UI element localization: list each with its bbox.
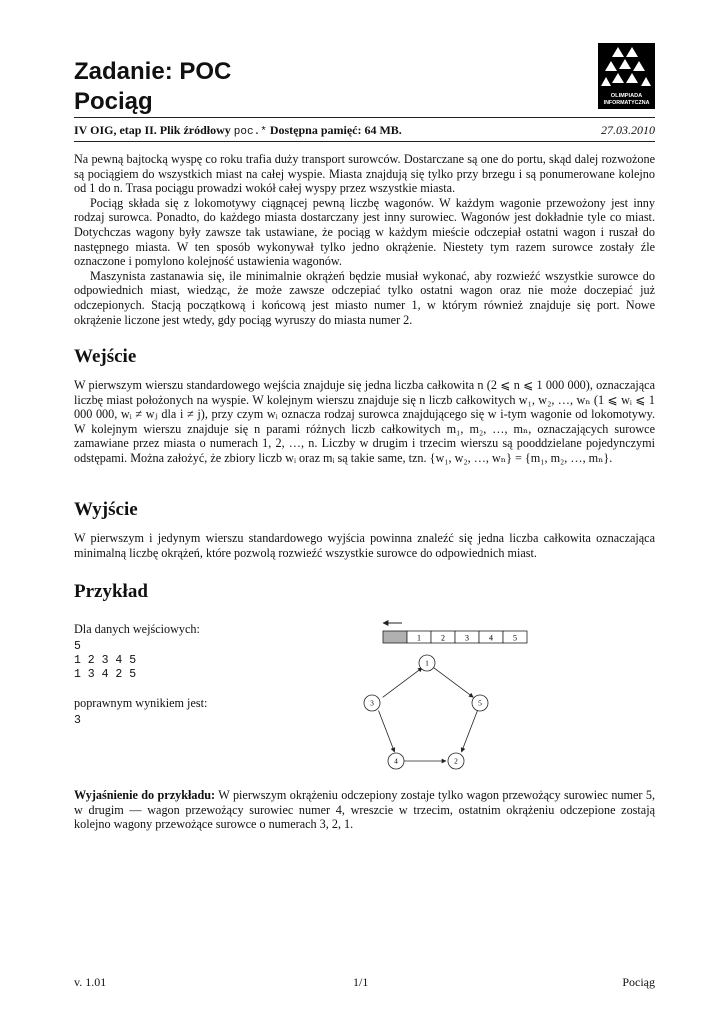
wagon-label: 2: [441, 633, 445, 643]
story-paragraph-1: Na pewną bajtocką wyspę co roku trafia duży transport surowców. Dostarczane są one do portu, skąd dalej rozwożone są pociągiem do wszystkich miast na całej wyspie. Miasta znajdują się tylko przy brzegu i są ponumerowane kolejno od 1 do n. Trasa pociągu prowadzi wokół całej wyspy przez wszystkie miasta.: [74, 152, 655, 196]
output-description: W pierwszym i jedynym wierszu standardowego wyjścia powinna znaleźć się jedna liczba całkowita oznaczająca minimalną liczbę okrążeń, które pozwolą rozwieźć wszystkie surowce do odpowiednich miast.: [74, 531, 655, 560]
wagons: [407, 631, 527, 643]
wagon-label: 4: [489, 633, 493, 643]
city-label: 2: [454, 756, 458, 766]
explanation-label: Wyjaśnienie do przykładu:: [74, 788, 216, 802]
example-heading: Przykład: [74, 581, 148, 602]
city-label: 3: [370, 698, 374, 708]
example-input-line: 1 3 4 2 5: [74, 668, 137, 681]
title-line-2: Pociąg: [74, 88, 153, 115]
title-line-1: Zadanie: POC: [74, 58, 232, 85]
input-description: W pierwszym wierszu standardowego wejścia znajduje się jedna liczba całkowita n (2 ⩽ n ⩽ 1 000 000), oznaczająca liczbę miast położonych na wyspie. W kolejnym wierszu znajduje się n liczb całkowitych w₁, w₂, …, wₙ (1 ⩽ wᵢ ⩽ 1 000 000, wᵢ ≠ wⱼ dla i ≠ j), przy czym wᵢ oznacza rodzaj surowca znajdującego się w i-tym wagonie od lokomotywy. W kolejnym wierszu znajduje się n parami różnych liczb całkowitych m₁, m₂, …, mₙ, oznaczających surowce zamawiane przez miasta o numerach 1, 2, …, n. Liczby w drugim i trzecim wierszu są pooddzielane pojedynczymi odstępami. Można założyć, że zbiory liczb wᵢ oraz mᵢ są takie same, tzn. {w₁, w₂, …, wₙ} = {m₁, m₂, …, mₙ}.: [74, 378, 655, 465]
explanation-text: W pierwszym okrążeniu odczepiony zostaje tylko wagon przewożący surowiec numer 5, w drugim — wagon przewożący surowiec numer 4, wreszcie w trzecim, ostatnim okrążeniu odczepione zostają kolejno wagony przewożące surowce o numerach 3, 2, 1.: [74, 788, 655, 832]
stage-text: IV OIG, etap II. Plik źródłowy: [74, 123, 231, 137]
rule-bottom: [74, 141, 655, 142]
footer-version: v. 1.01: [74, 975, 107, 989]
task-title: [74, 57, 231, 117]
rule-top: [74, 117, 655, 118]
date: 27.03.2010: [601, 123, 655, 137]
input-heading: Wejście: [74, 346, 137, 367]
train-diagram: [360, 612, 540, 777]
footer-page: 1/1: [353, 975, 369, 989]
olympiad-logo: [598, 43, 655, 109]
story-paragraph-3: Maszynista zastanawia się, ile minimalnie okrążeń będzie musiał wykonać, aby rozwieźć wszystkie surowce do odpowiednich miast, wiedząc, że może zawsze odczepiać tylko ostatni wagon oraz nie może doczepiać już odczepionych. Stacją początkową i końcową jest miasto numer 1, w którym również znajduje się port. Nowe okrążenie liczone jest wtedy, gdy pociąg wyruszy do miasta numer 2.: [74, 268, 655, 327]
example-output: 3: [74, 714, 81, 727]
wagon-label: 5: [513, 633, 517, 643]
example-output-label: poprawnym wynikiem jest:: [74, 696, 208, 710]
output-heading: Wyjście: [74, 499, 138, 520]
city-label: 1: [425, 658, 429, 668]
story: [74, 152, 655, 327]
example-input: [74, 640, 136, 682]
meta-line: [74, 123, 655, 139]
memory-limit: Dostępna pamięć: 64 MB.: [269, 123, 402, 137]
locomotive: [383, 631, 407, 643]
city-label: 4: [394, 756, 398, 766]
city-label: 5: [478, 698, 482, 708]
wagon-label: 1: [417, 633, 421, 643]
story-paragraph-2: Pociąg składa się z lokomotywy ciągnącej pewną liczbę wagonów. W każdym wagonie przewożony jest inny rodzaj surowca. Ponadto, do każdego miasta dostarczany jest inny surowiec. Wagonów jest dokładnie tyle co miast. Dotychczas wagony były zawsze tak ustawiane, że pociąg w każdym mieście odczepiał ostatni wagon i ruszał do następnego miasta. W ten sposób wykonywał tylko jedno okrążenie. Niestety tym razem surowce zostały źle oznaczone i pomylono kolejność ustawienia wagonów.: [74, 195, 655, 269]
example-input-line: 5: [74, 640, 81, 653]
example-input-line: 1 2 3 4 5: [74, 654, 137, 667]
city-nodes: [364, 655, 488, 769]
example-input-label: Dla danych wejściowych:: [74, 622, 200, 636]
wagon-label: 3: [465, 633, 469, 643]
explanation: [74, 788, 655, 832]
source-file: poc.*: [233, 126, 267, 138]
logo-text-1: OLIMPIADA: [610, 93, 643, 99]
logo-text-2: INFORMATYCZNA: [603, 100, 650, 106]
footer-task: Pociąg: [622, 975, 655, 989]
route-edges: [379, 668, 478, 761]
